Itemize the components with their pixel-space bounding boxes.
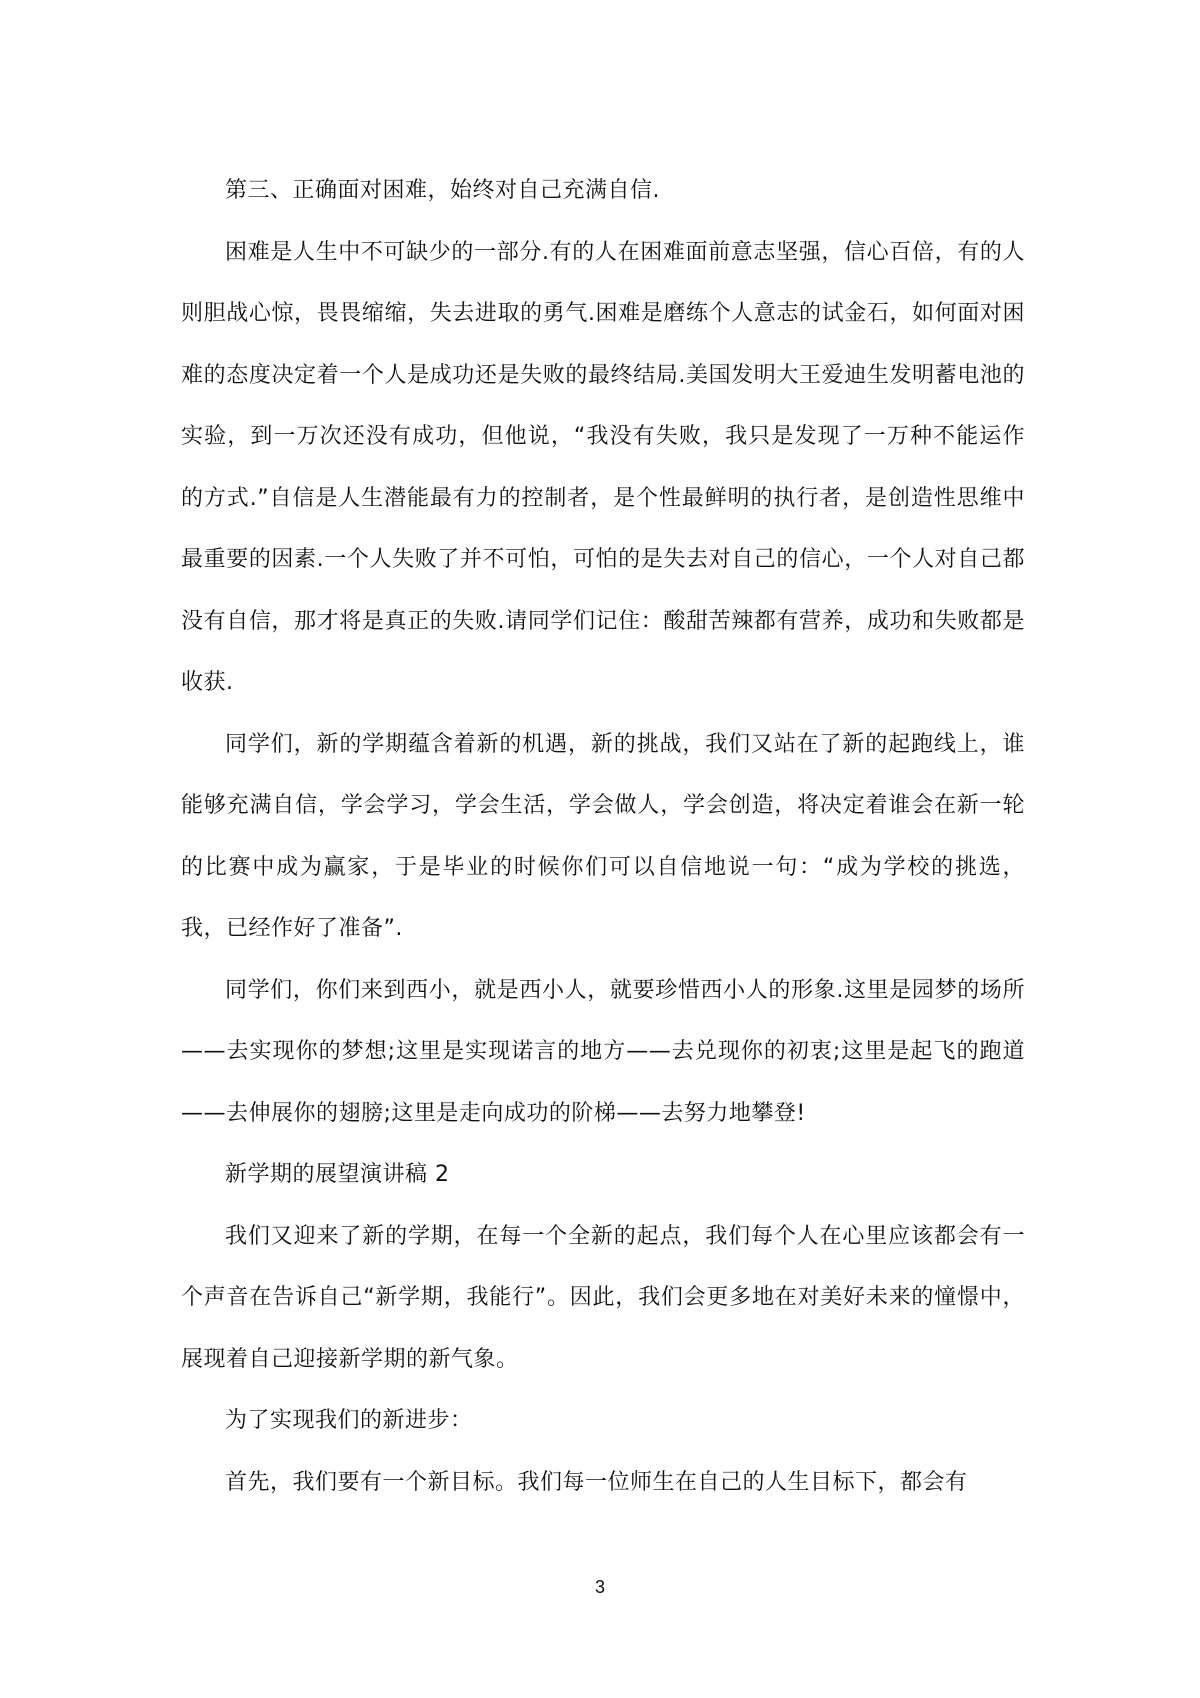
paragraph-difficulty: 困难是人生中不可缺少的一部分.有的人在困难面前意志坚强，信心百倍，有的人则胆战心惊，畏畏缩缩，失去进取的勇气.困难是磨练个人意志的试金石，如何面对困难的态度决定着一个人是成功还是失败的最终结局.美国发明大王爱迪生发明蓄电池的实验，到一万次还没有成功，但他说，“我没有失败，我只是发现了一万种不能运作的方式.”自信是人生潜能最有力的控制者，是个性最鲜明的执行者，是创造性思维中最重要的因素.一个人失败了并不可怕，可怕的是失去对自己的信心，一个人对自己都没有自信，那才将是真正的失败.请同学们记住：酸甜苦辣都有营养，成功和失败都是收获. xyxy=(181,239,1025,695)
paragraph-xixiao-image: 同学们，你们来到西小，就是西小人，就要珍惜西小人的形象.这里是园梦的场所——去实现你的梦想;这里是实现诺言的地方——去兑现你的初衷;这里是起飞的跑道——去伸展你的翅膀;这里是走向成功的阶梯——去努力地攀登! xyxy=(181,977,1025,1126)
paragraph-new-goal: 首先，我们要有一个新目标。我们每一位师生在自己的人生目标下，都会有 xyxy=(225,1469,968,1495)
paragraph-new-progress-lead: 为了实现我们的新进步： xyxy=(225,1408,473,1433)
speech-title-2: 新学期的展望演讲稿 2 xyxy=(225,1162,450,1187)
paragraph-new-semester-opportunity: 同学们，新的学期蕴含着新的机遇，新的挑战，我们又站在了新的起跑线上，谁能够充满自信，学会学习，学会生活，学会做人，学会创造，将决定着谁会在新一轮的比赛中成为赢家，于是毕业的时候你们可以自信地说一句：“成为学校的挑选，我，已经作好了准备”. xyxy=(181,731,1025,941)
section-heading-third-point: 第三、正确面对困难，始终对自己充满自信. xyxy=(225,178,660,203)
page-number: 3 xyxy=(594,1577,605,1597)
document-body xyxy=(181,160,1025,1513)
paragraph-new-semester-intro: 我们又迎来了新的学期，在每一个全新的起点，我们每个人在心里应该都会有一个声音在告诉自己“新学期，我能行”。因此，我们会更多地在对美好未来的憧憬中，展现着自己迎接新学期的新气象。 xyxy=(181,1223,1025,1372)
